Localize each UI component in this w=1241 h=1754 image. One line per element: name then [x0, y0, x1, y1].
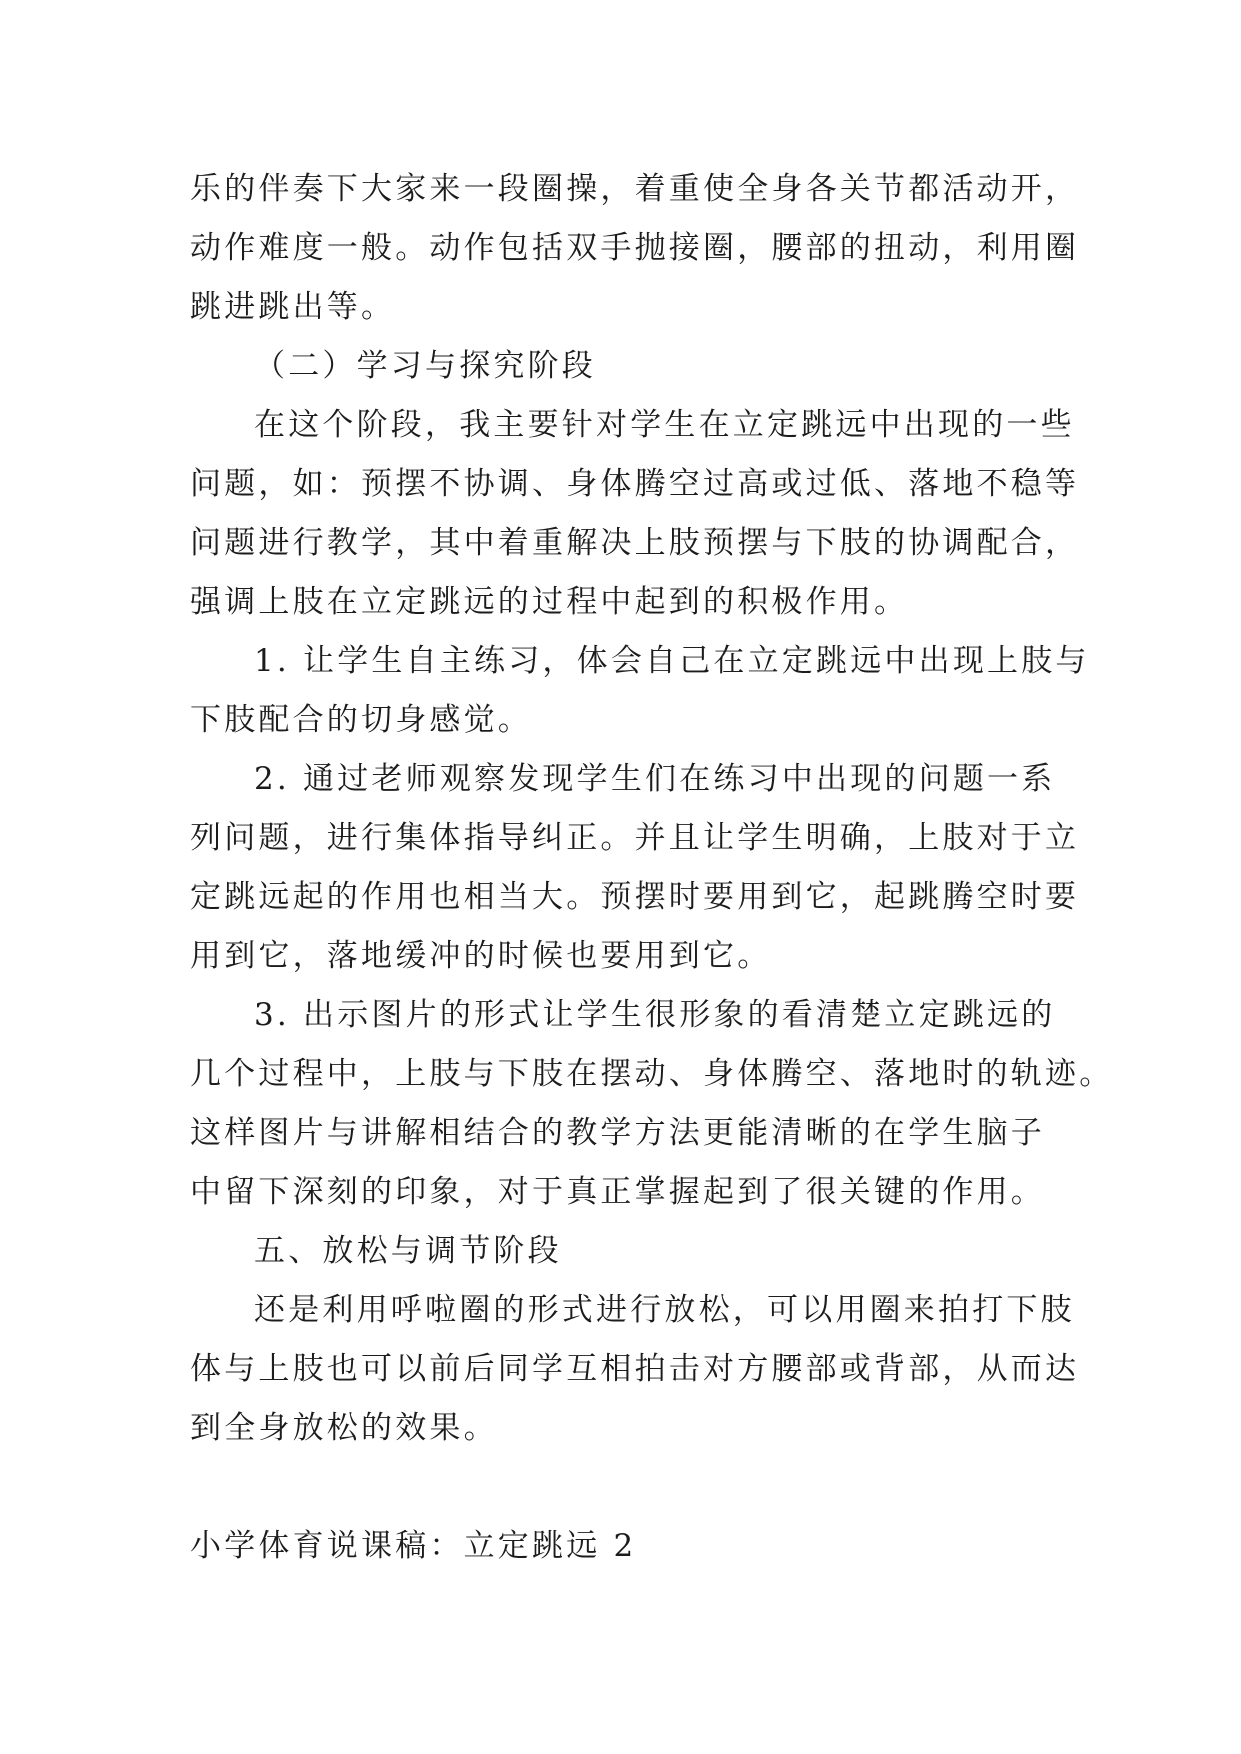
section-heading-relax: 五、放松与调节阶段: [254, 1233, 562, 1269]
paragraph-line: 体与上肢也可以前后同学互相拍击对方腰部或背部，从而达: [190, 1351, 1080, 1387]
list-item-1: 1. 让学生自主练习，体会自己在立定跳远中出现上肢与: [254, 643, 1090, 679]
paragraph-line: 跳进跳出等。: [190, 289, 396, 325]
paragraph-line: 动作难度一般。动作包括双手抛接圈，腰部的扭动，利用圈: [190, 230, 1080, 266]
paragraph-line: 问题，如：预摆不协调、身体腾空过高或过低、落地不稳等: [190, 466, 1080, 502]
paragraph-line: 还是利用呼啦圈的形式进行放松，可以用圈来拍打下肢: [254, 1292, 1075, 1328]
list-item-2: 2. 通过老师观察发现学生们在练习中出现的问题一系: [254, 761, 1056, 797]
paragraph-line: 到全身放松的效果。: [190, 1410, 498, 1446]
paragraph-line: 列问题，进行集体指导纠正。并且让学生明确，上肢对于立: [190, 820, 1080, 856]
section-heading-learning: （二）学习与探究阶段: [254, 348, 596, 384]
paragraph-line: 定跳远起的作用也相当大。预摆时要用到它，起跳腾空时要: [190, 879, 1080, 915]
document-body: [190, 160, 1114, 1576]
paragraph-line: 这样图片与讲解相结合的教学方法更能清晰的在学生脑子: [190, 1115, 1045, 1151]
document-title: 小学体育说课稿：立定跳远 2: [190, 1528, 637, 1564]
blank-line: [190, 1458, 1052, 1517]
paragraph-line: 强调上肢在立定跳远的过程中起到的积极作用。: [190, 584, 909, 620]
paragraph-line: 中留下深刻的印象，对于真正掌握起到了很关键的作用。: [190, 1174, 1045, 1210]
paragraph-line: 在这个阶段，我主要针对学生在立定跳远中出现的一些: [254, 407, 1075, 443]
paragraph-line: 下肢配合的切身感觉。: [190, 702, 532, 738]
paragraph-line: 用到它，落地缓冲的时候也要用到它。: [190, 938, 772, 974]
paragraph-line: 乐的伴奏下大家来一段圈操，着重使全身各关节都活动开，: [190, 171, 1080, 207]
list-item-3: 3. 出示图片的形式让学生很形象的看清楚立定跳远的: [254, 997, 1056, 1033]
paragraph-line: 问题进行教学，其中着重解决上肢预摆与下肢的协调配合，: [190, 525, 1080, 561]
paragraph-line: 几个过程中，上肢与下肢在摆动、身体腾空、落地时的轨迹。: [190, 1056, 1114, 1092]
